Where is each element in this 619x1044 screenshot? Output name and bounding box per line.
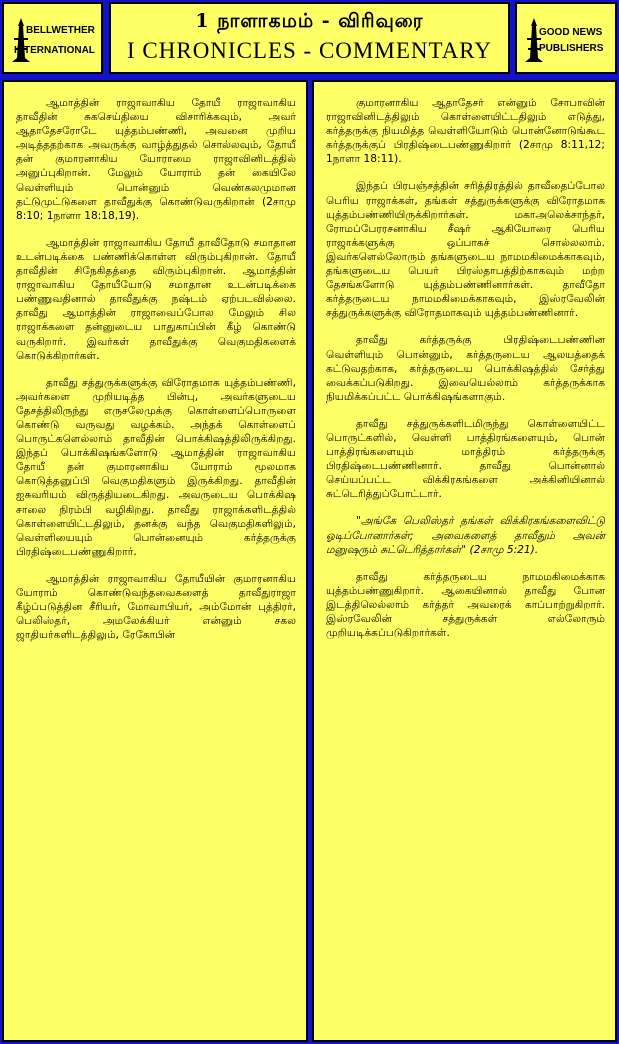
paragraph: ஆமாத்தின் ராஜாவாகிய தோயீ தாவீதோடு சமாதான உடன்படிக்கை பண்ணிக்கொள்ள விரும்புகிறான். தோயீ தாவீதின் சிநேகிதத்தை விரும்புகிறான். ஆமாத்தின் ராஜாவாகிய தோயீயோடு சமாதான உடன்படிக்கை பண்ணுவதினால் தாவீதுக்கு நஷ்டம் ஏற்படவில்லை. தாவீது ஆமாத்தின் ராஜாவைப்போல மேலும் சில ராஜாக்களை தன்னுடைய பாதுகாப்பின் கீழ் கொண்டு வருகிறார். இவர்கள் தாவீதுக்கு வெகுமதிகளைக் கொடுக்கிறார்கள். (16, 236, 296, 362)
page-title-tamil: 1 நாளாகமம் - விரிவுரை (195, 10, 424, 32)
bellwether-logo (2, 2, 103, 74)
tower-icon (523, 18, 545, 64)
paragraph: ஆமாத்தின் ராஜாவாகிய தோயீயின் குமாரனாகிய யோராம் கொண்டுவந்தவைகளைத் தாவீதுராஜா கீழ்ப்படுத்தின சீரியர், மோவாபியர், அம்மோன் புத்திரர், பெலிஸ்தர், அமலேக்கியர் என்னும் சகல ஜாதியர்களிடத்திலும், ரேகோபின் (16, 572, 296, 642)
left-column (2, 80, 308, 1042)
title-box (109, 2, 510, 74)
paragraph: இந்தப் பிரபஞ்சத்தின் சரித்திரத்தில் தாவீதைப்போல பெரிய ராஜாக்கள், தங்கள் சத்துருக்களுக்கு விரோதமாக யுத்தம்பண்ணியிருக்கிறார்கள். மகாஅலெக்சாந்தர், ரோமப்பேரரசனாகிய சீஷர் ஆகியோரை பெரிய ராஜாக்களுக்கு ஒப்பாகச் சொல்லலாம். இவர்களெல்லோரும் தங்களுடைய நாமமகிமைக்காகவும், தங்களுடைய பெயர் பிரஸ்தாபத்திற்காகவும் மற்ற தேசங்களோடு யுத்தம்பண்ணினார்கள். தாவீதோ கர்த்தருடைய நாமமகிமைக்காகவும், இஸ்ரவேலின் சத்துருக்களுக்கு விரோதமாகவும் யுத்தம்பண்ணினார். (326, 180, 605, 320)
right-column (312, 80, 617, 1042)
left-logo-line2: INTERNATIONAL (14, 45, 95, 56)
right-logo-line2: PUBLISHERS (539, 43, 604, 54)
paragraph: தாவீது சத்துருக்களுக்கு விரோதமாக யுத்தம்பண்ணி, அவர்களை முறியடித்த பின்பு, அவர்களுடைய தேசத்திலிருந்து எருசலேமுக்கு கொள்ளைப்பொருளை கொண்டு வருவது வழக்கம். அந்தக் கொள்ளைப் பொருட்களெல்லாம் தாவீதின் பொக்கிஷத்திலிருக்கிறது. இந்தப் பொக்கிஷங்களோடு ஆமாத்தின் ராஜாவாகிய தோயீ தன் குமாரனாகிய யோராம் மூலமாக கொடுத்தனுப்பி வெகுமதிகளும் இருக்கிறது. தாவீதின் ஐசுவரியம் விருத்தியடைகிறது. அவருடைய பொக்கிஷ சாலை நிரம்பி வழிகிறது. தாவீது ராஜாக்களிடத்தில் கொள்ளையிட்டதிலும், தனக்கு வந்த வெகுமதிகளிலும், வெள்ளியையும் பொன்னையும் கர்த்தருக்கு பிரதிஷ்டைபண்ணுகிறார். (16, 376, 296, 558)
right-logo-line1: GOOD NEWS (539, 27, 603, 38)
page-title-english: I CHRONICLES - COMMENTARY (127, 38, 492, 63)
paragraph: குமாரனாகிய ஆதாதேசர் என்னும் சோபாவின் ராஜாவினிடத்திலும் கொள்ளையிட்டதிலும் எடுத்து, கர்த்தருக்கு நியமித்த வெள்ளியோடும் பொன்னோடுங்கூட கர்த்தருக்குப் பிரதிஷ்டைபண்ணுகிறார் (2சாமு 8:11,12; 1நாளா 18:11). (326, 97, 605, 166)
left-logo-line1: BELLWETHER (26, 25, 95, 36)
scripture-quote: "அங்கே பெலிஸ்தர் தங்கள் விக்கிரகங்களைவிட்டு ஓடிப்போனார்கள்; அவைகளைத் தாவீதும் அவன் மனுஷரும் சுட்டெரித்தார்கள்" (2சாமு 5:21). (326, 515, 605, 556)
paragraph: தாவீது கர்த்தருடைய நாமமகிமைக்காக யுத்தம்பண்ணுகிறார். ஆகையினால் தாவீது போன இடத்திலெல்லாம் கர்த்தர் அவரைக் காப்பாற்றுகிறார். இஸ்ரவேலின் சத்துருக்கள் எல்லோரும் முறியடிக்கப்படுகிறார்கள். (326, 570, 605, 640)
paragraph: தாவீது கர்த்தருக்கு பிரதிஷ்டைபண்ணின வெள்ளியும் பொன்னும், கர்த்தருடைய ஆலயத்தைக் கட்டுவதற்காக, கர்த்தருடைய பொக்கிஷத்தில் சேர்த்து வைக்கப்படுகிறது. இவையெல்லாம் கர்த்தருக்காக நியமிக்கப்பட்ட பொக்கிஷங்களாகும். (326, 334, 605, 403)
paragraph: ஆமாத்தின் ராஜாவாகிய தோயீ ராஜாவாகிய தாவீதின் சுகசெய்தியை விசாரிக்கவும், அவர் ஆதாதேசரோடே யுத்தம்பண்ணி, அவனை முறிய அடித்ததற்காக அவருக்கு வாழ்த்துதல் சொல்லவும், தோயீ தன் குமாரனாகிய யோராமை ராஜாவினிடத்தில் அனுப்புகிறான். மேலும் யோராம் தன் கையிலே வெள்ளியும் பொன்னும் வெண்கலமுமான தட்டுமுட்டுகளை தாவீதுக்கு கொண்டுவருகிறான் (2சாமு 8:10; 1நாளா 18:18,19). (16, 97, 296, 222)
paragraph: தாவீது சத்துருக்களிடமிருந்து கொள்ளையிட்ட பொருட்களில், வெள்ளி பாத்திரங்களையும், பொன் பாத்திரங்களையும் மாத்திரம் கர்த்தருக்கு பிரதிஷ்டைபண்ணினார். தாவீது பொன்னால் செய்யப்பட்ட விக்கிரகங்களை அக்கினியினால் சுட்டெரித்துப்போட்டார். (326, 417, 605, 501)
good-news-logo (515, 2, 617, 74)
